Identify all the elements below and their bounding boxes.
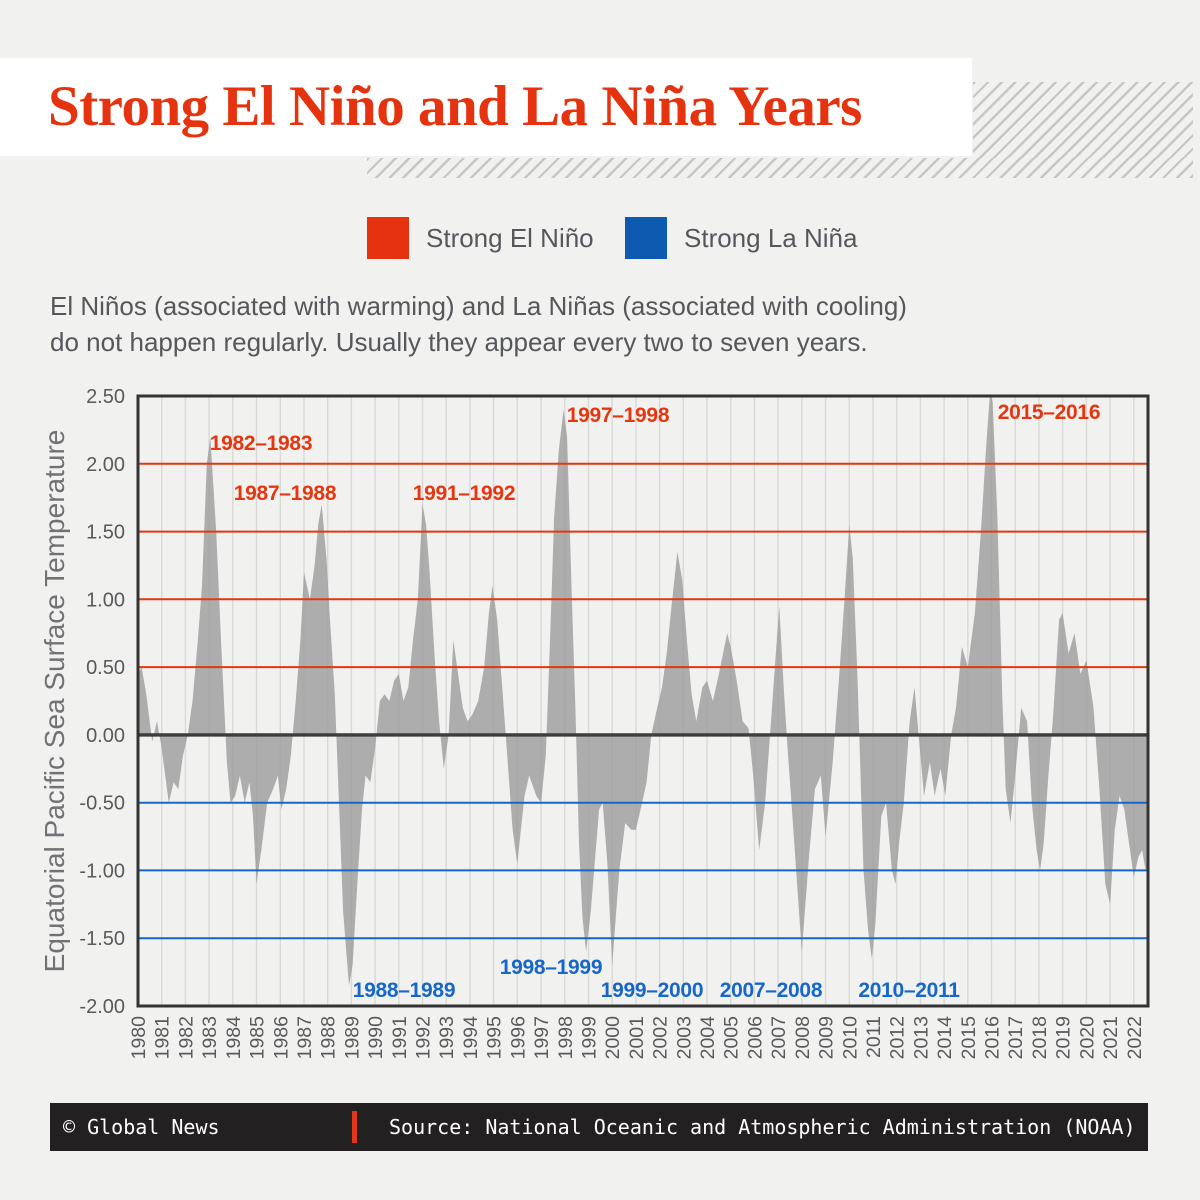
y-tick-label: -1.00 xyxy=(79,860,125,883)
y-tick-label: 1.50 xyxy=(86,521,125,544)
hatch-decoration-right xyxy=(973,82,1193,158)
x-tick-label: 2004 xyxy=(697,1016,719,1060)
x-tick-label: 1981 xyxy=(151,1016,174,1060)
description-line-1: El Niños (associated with warming) and La Niñas (associated with cooling) xyxy=(50,291,907,321)
annotation-el-nino: 1991–1992 xyxy=(412,482,516,505)
x-tick-label: 1992 xyxy=(412,1016,435,1060)
source-text: Source: National Oceanic and Atmospheric Administration (NOAA) xyxy=(389,1115,1136,1139)
chart-description xyxy=(50,288,907,360)
x-tick-label: 2001 xyxy=(625,1016,648,1060)
x-tick-label: 2009 xyxy=(815,1016,838,1060)
x-tick-label: 2006 xyxy=(744,1016,767,1060)
x-tick-label: 2000 xyxy=(602,1016,625,1060)
x-tick-label: 2019 xyxy=(1052,1016,1075,1060)
x-tick-label: 2020 xyxy=(1076,1016,1099,1060)
legend-label-la-nina: Strong La Niña xyxy=(684,222,858,253)
y-tick-label: -1.50 xyxy=(79,928,125,951)
x-tick-label: 1982 xyxy=(175,1016,198,1060)
footer-divider xyxy=(352,1111,357,1143)
x-tick-label: 1983 xyxy=(199,1016,222,1060)
x-tick-label: 1995 xyxy=(483,1016,506,1060)
x-tick-label: 2014 xyxy=(934,1016,957,1060)
x-tick-label: 1985 xyxy=(246,1016,269,1060)
x-tick-label: 2021 xyxy=(1100,1016,1123,1060)
x-tick-label: 1998 xyxy=(554,1016,577,1060)
x-tick-label: 2017 xyxy=(1005,1016,1028,1060)
x-tick-label: 2003 xyxy=(673,1016,696,1060)
x-tick-label: 1987 xyxy=(294,1016,316,1060)
x-tick-label: 2002 xyxy=(649,1016,672,1060)
x-tick-label: 1988 xyxy=(317,1016,340,1060)
la-nina-threshold-lines xyxy=(138,803,1148,939)
annotation-el-nino: 1997–1998 xyxy=(566,404,670,427)
x-tick-label: 2011 xyxy=(863,1016,885,1058)
annotation-el-nino: 1987–1988 xyxy=(233,482,337,505)
credit-text: © Global News xyxy=(63,1115,220,1139)
sea-surface-temperature-area-chart xyxy=(0,378,1200,1088)
y-tick-label: 0.50 xyxy=(86,657,125,680)
x-tick-label: 1989 xyxy=(341,1016,364,1060)
y-tick-label: -2.00 xyxy=(79,996,125,1018)
hatch-decoration-bottom xyxy=(367,158,1193,178)
el-nino-color-swatch xyxy=(367,217,409,259)
legend-item-el-nino xyxy=(367,217,594,259)
y-axis-tick-labels xyxy=(79,386,125,1018)
x-tick-label: 2008 xyxy=(791,1016,814,1060)
x-tick-label: 1991 xyxy=(388,1016,411,1060)
title-box xyxy=(0,58,972,156)
x-tick-label: 1999 xyxy=(578,1016,601,1060)
y-tick-label: -0.50 xyxy=(79,792,125,815)
annotation-la-nina: 1998–1999 xyxy=(499,956,603,979)
legend-item-la-nina xyxy=(625,217,857,259)
x-tick-label: 1986 xyxy=(270,1016,293,1060)
x-tick-label: 1997 xyxy=(531,1016,554,1060)
x-tick-label: 2018 xyxy=(1028,1016,1051,1060)
annotation-la-nina: 2010–2011 xyxy=(858,979,960,1002)
x-tick-label: 1994 xyxy=(459,1016,482,1060)
x-tick-label: 2022 xyxy=(1123,1016,1146,1060)
y-axis-title: Equatorial Pacific Sea Surface Temperature xyxy=(39,429,70,973)
x-tick-label: 2013 xyxy=(910,1016,933,1060)
x-tick-label: 1996 xyxy=(507,1016,530,1060)
x-tick-label: 2015 xyxy=(957,1016,980,1060)
y-tick-label: 1.00 xyxy=(86,589,125,612)
x-tick-label: 1984 xyxy=(222,1016,245,1060)
x-axis-tick-labels xyxy=(128,1016,1146,1060)
page-title: Strong El Niño and La Niña Years xyxy=(48,75,862,138)
annotation-el-nino: 1982–1983 xyxy=(209,432,313,455)
description-line-2: do not happen regularly. Usually they appear every two to seven years. xyxy=(50,327,868,357)
y-tick-label: 2.50 xyxy=(86,386,125,408)
la-nina-color-swatch xyxy=(625,217,667,259)
x-tick-label: 2010 xyxy=(839,1016,862,1060)
x-tick-label: 1980 xyxy=(128,1016,150,1060)
footer-bar xyxy=(50,1103,1148,1151)
sst-anomaly-area xyxy=(138,389,1148,986)
y-tick-label: 0.00 xyxy=(86,724,125,747)
x-tick-label: 2012 xyxy=(886,1016,909,1060)
x-tick-label: 1993 xyxy=(436,1016,459,1060)
x-tick-label: 1990 xyxy=(365,1016,388,1060)
x-tick-label: 2007 xyxy=(768,1016,791,1060)
annotation-la-nina: 1999–2000 xyxy=(600,979,704,1002)
annotation-la-nina: 1988–1989 xyxy=(352,979,456,1002)
x-tick-label: 2005 xyxy=(720,1016,743,1060)
x-tick-label: 2016 xyxy=(981,1016,1004,1060)
annotation-el-nino: 2015–2016 xyxy=(997,401,1101,424)
annotation-la-nina: 2007–2008 xyxy=(719,979,823,1002)
legend-label-el-nino: Strong El Niño xyxy=(426,222,594,253)
y-tick-label: 2.00 xyxy=(86,453,125,476)
